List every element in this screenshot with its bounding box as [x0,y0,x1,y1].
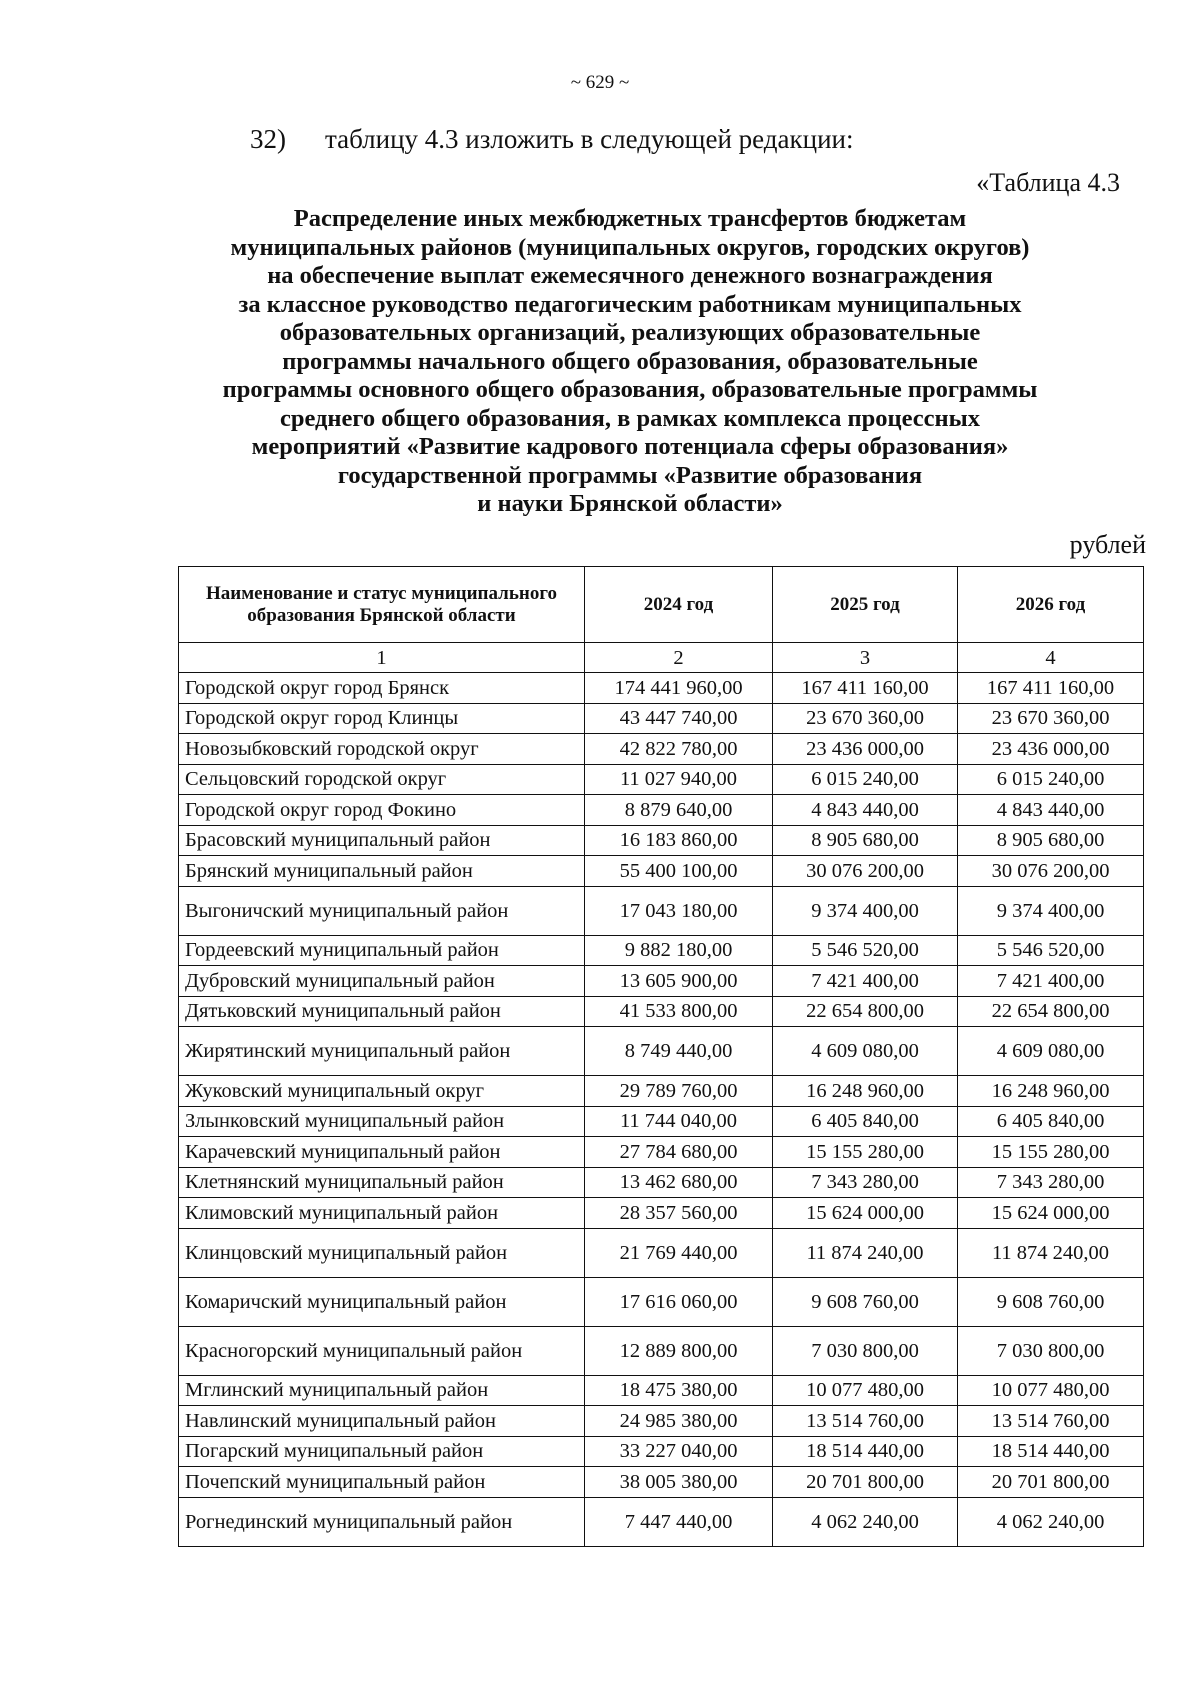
value-2024: 28 357 560,00 [585,1198,773,1229]
column-number: 1 [179,643,585,673]
table-row [179,966,1144,997]
table-header-row [179,567,1144,643]
value-2024: 17 043 180,00 [585,886,773,935]
value-2025: 6 405 840,00 [773,1106,958,1137]
column-number: 4 [958,643,1144,673]
table-row [179,764,1144,795]
municipality-name: Сельцовский городской округ [179,764,585,795]
value-2026: 30 076 200,00 [958,856,1144,887]
column-number: 2 [585,643,773,673]
value-2024: 18 475 380,00 [585,1375,773,1406]
title-line: программы основного общего образования, образовательные программы [222,376,1038,403]
municipality-name: Жирятинский муниципальный район [179,1027,585,1076]
value-2026: 22 654 800,00 [958,996,1144,1027]
value-2025: 11 874 240,00 [773,1228,958,1277]
value-2025: 7 030 800,00 [773,1326,958,1375]
municipality-name: Брянский муниципальный район [179,856,585,887]
value-2026: 4 843 440,00 [958,795,1144,826]
title-line: за классное руководство педагогическим работникам муниципальных [238,290,1022,318]
value-2024: 13 462 680,00 [585,1167,773,1198]
municipality-name: Городской округ город Клинцы [179,703,585,734]
municipality-name: Клетнянский муниципальный район [179,1167,585,1198]
municipality-name: Красногорский муниципальный район [179,1326,585,1375]
value-2024: 8 879 640,00 [585,795,773,826]
municipality-name: Жуковский муниципальный округ [179,1076,585,1107]
column-number-row [179,643,1144,673]
header-2026: 2026 год [958,567,1144,643]
value-2025: 10 077 480,00 [773,1375,958,1406]
value-2024: 42 822 780,00 [585,734,773,765]
value-2026: 18 514 440,00 [958,1436,1144,1467]
title-line: и науки Брянской области» [477,490,783,517]
column-number: 3 [773,643,958,673]
value-2024: 16 183 860,00 [585,825,773,856]
value-2026: 23 670 360,00 [958,703,1144,734]
value-2025: 13 514 760,00 [773,1406,958,1437]
value-2024: 174 441 960,00 [585,673,773,704]
value-2025: 23 670 360,00 [773,703,958,734]
value-2026: 15 624 000,00 [958,1198,1144,1229]
transfers-table [178,566,1144,1547]
value-2026: 6 405 840,00 [958,1106,1144,1137]
municipality-name: Брасовский муниципальный район [179,825,585,856]
table-row [179,1277,1144,1326]
municipality-name: Навлинский муниципальный район [179,1406,585,1437]
title-line: образовательных организаций, реализующих образовательные [279,319,981,346]
table-row [179,1198,1144,1229]
value-2024: 55 400 100,00 [585,856,773,887]
table-row [179,703,1144,734]
intro-item-number: 32) [250,124,286,154]
value-2024: 21 769 440,00 [585,1228,773,1277]
municipality-name: Комаричский муниципальный район [179,1277,585,1326]
value-2026: 10 077 480,00 [958,1375,1144,1406]
municipality-name: Гордеевский муниципальный район [179,935,585,966]
value-2026: 15 155 280,00 [958,1137,1144,1168]
title-line: на обеспечение выплат ежемесячного денежного вознаграждения [267,262,993,289]
value-2025: 5 546 520,00 [773,935,958,966]
value-2025: 18 514 440,00 [773,1436,958,1467]
value-2025: 15 624 000,00 [773,1198,958,1229]
municipality-name: Выгоничский муниципальный район [179,886,585,935]
table-row [179,1027,1144,1076]
value-2024: 38 005 380,00 [585,1467,773,1498]
table-row [179,1106,1144,1137]
title-line: государственной программы «Развитие образования [337,461,923,489]
value-2026: 9 608 760,00 [958,1277,1144,1326]
value-2025: 8 905 680,00 [773,825,958,856]
table-row [179,935,1144,966]
table-row [179,856,1144,887]
table-row [179,1228,1144,1277]
value-2025: 9 608 760,00 [773,1277,958,1326]
table-row [179,1497,1144,1546]
municipality-name: Дубровский муниципальный район [179,966,585,997]
table-row [179,1137,1144,1168]
municipality-name: Погарский муниципальный район [179,1436,585,1467]
table-row [179,886,1144,935]
value-2024: 7 447 440,00 [585,1497,773,1546]
table-row [179,1436,1144,1467]
municipality-name: Карачевский муниципальный район [179,1137,585,1168]
municipality-name: Злынковский муниципальный район [179,1106,585,1137]
value-2026: 7 030 800,00 [958,1326,1144,1375]
value-2025: 15 155 280,00 [773,1137,958,1168]
page-number: ~ 629 ~ [570,72,630,93]
value-2026: 16 248 960,00 [958,1076,1144,1107]
value-2025: 4 609 080,00 [773,1027,958,1076]
value-2026: 5 546 520,00 [958,935,1144,966]
value-2024: 12 889 800,00 [585,1326,773,1375]
table-row [179,1467,1144,1498]
title-line: Распределение иных межбюджетных трансфертов бюджетам [293,205,967,232]
table-row [179,825,1144,856]
title-line: муниципальных районов (муниципальных округов, городских округов) [230,233,1030,261]
value-2026: 11 874 240,00 [958,1228,1144,1277]
value-2025: 4 843 440,00 [773,795,958,826]
units-label: рублей [1069,530,1146,559]
municipality-name: Климовский муниципальный район [179,1198,585,1229]
value-2025: 167 411 160,00 [773,673,958,704]
municipality-name: Дятьковский муниципальный район [179,996,585,1027]
value-2026: 4 609 080,00 [958,1027,1144,1076]
title-line: программы начального общего образования, образовательные [282,347,978,375]
table-row [179,795,1144,826]
title-line: среднего общего образования, в рамках комплекса процессных [279,404,981,432]
intro-text: таблицу 4.3 изложить в следующей редакции: [325,124,854,154]
table-row [179,1375,1144,1406]
value-2025: 4 062 240,00 [773,1497,958,1546]
intro-paragraph [250,124,853,155]
value-2026: 7 343 280,00 [958,1167,1144,1198]
value-2024: 33 227 040,00 [585,1436,773,1467]
title-line: мероприятий «Развитие кадрового потенциала сферы образования» [251,433,1009,460]
municipality-name: Городской округ город Брянск [179,673,585,704]
value-2026: 6 015 240,00 [958,764,1144,795]
municipality-name: Мглинский муниципальный район [179,1375,585,1406]
table-row [179,1167,1144,1198]
municipality-name: Городской округ город Фокино [179,795,585,826]
value-2025: 6 015 240,00 [773,764,958,795]
value-2024: 9 882 180,00 [585,935,773,966]
value-2026: 8 905 680,00 [958,825,1144,856]
value-2026: 167 411 160,00 [958,673,1144,704]
value-2024: 29 789 760,00 [585,1076,773,1107]
municipality-name: Новозыбковский городской округ [179,734,585,765]
municipality-name: Рогнединский муниципальный район [179,1497,585,1546]
table-row [179,673,1144,704]
value-2026: 4 062 240,00 [958,1497,1144,1546]
value-2025: 30 076 200,00 [773,856,958,887]
value-2025: 9 374 400,00 [773,886,958,935]
value-2024: 43 447 740,00 [585,703,773,734]
header-2024: 2024 год [585,567,773,643]
value-2026: 20 701 800,00 [958,1467,1144,1498]
value-2024: 13 605 900,00 [585,966,773,997]
value-2025: 23 436 000,00 [773,734,958,765]
value-2024: 11 744 040,00 [585,1106,773,1137]
table-row [179,734,1144,765]
table-row [179,1076,1144,1107]
value-2025: 7 421 400,00 [773,966,958,997]
value-2024: 27 784 680,00 [585,1137,773,1168]
value-2024: 17 616 060,00 [585,1277,773,1326]
table-reference: «Таблица 4.3 [976,168,1120,197]
value-2025: 20 701 800,00 [773,1467,958,1498]
table-row [179,1406,1144,1437]
table-row [179,996,1144,1027]
value-2026: 23 436 000,00 [958,734,1144,765]
value-2025: 22 654 800,00 [773,996,958,1027]
value-2026: 9 374 400,00 [958,886,1144,935]
municipality-name: Клинцовский муниципальный район [179,1228,585,1277]
value-2026: 7 421 400,00 [958,966,1144,997]
value-2025: 7 343 280,00 [773,1167,958,1198]
value-2024: 8 749 440,00 [585,1027,773,1076]
document-title [170,205,1090,519]
header-2025: 2025 год [773,567,958,643]
value-2025: 16 248 960,00 [773,1076,958,1107]
table-row [179,1326,1144,1375]
value-2026: 13 514 760,00 [958,1406,1144,1437]
value-2024: 24 985 380,00 [585,1406,773,1437]
municipality-name: Почепский муниципальный район [179,1467,585,1498]
value-2024: 11 027 940,00 [585,764,773,795]
header-municipality: Наименование и статус муниципального образования Брянской области [179,567,585,643]
value-2024: 41 533 800,00 [585,996,773,1027]
